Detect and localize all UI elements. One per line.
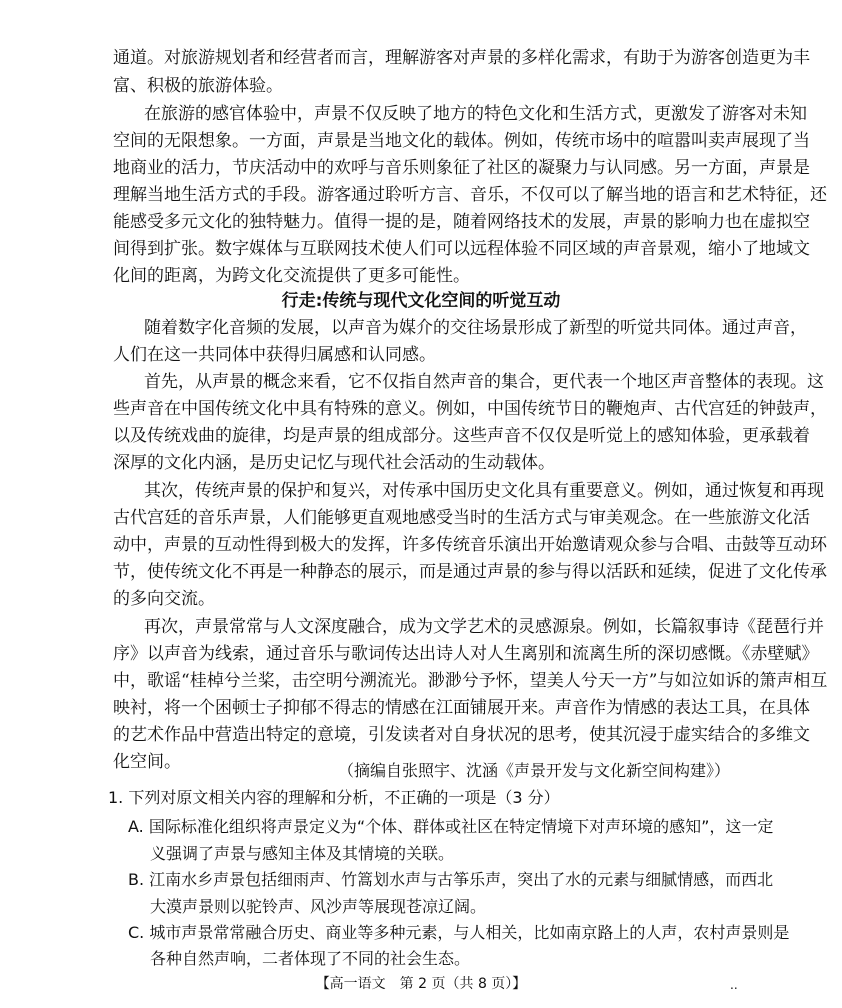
question-stem: 1. 下列对原文相关内容的理解和分析，不正确的一项是（3 分） — [108, 788, 560, 807]
para2-line7: 化间的距离，为跨文化交流提供了更多可能性。 — [113, 266, 470, 286]
para4-line3: 以及传统戏曲的旋律，均是声景的组成部分。这些声音不仅仅是听觉上的感知体验，更承载着 — [113, 426, 810, 446]
page-footer: 【高一语文 第 2 页（共 8 页）】 — [315, 976, 527, 992]
source-citation: （摘编自张照宇、沈涵《声景开发与文化新空间构建》） — [337, 761, 730, 780]
para2-line6: 间得到扩张。数字媒体与互联网技术使人们可以远程体验不同区域的声音景观，缩小了地域文 — [113, 239, 810, 259]
option-c-line2: 各种自然声响，二者体现了不同的社会生态。 — [150, 949, 471, 968]
para2-line1: 在旅游的感官体验中，声景不仅反映了地方的特色文化和生活方式，更激发了游客对未知 — [144, 104, 807, 124]
para6-line2: 序》以声音为线索，通过音乐与歌词传达出诗人对人生离别和流离生所的深切感慨。《赤壁赋》 — [113, 644, 819, 664]
para5-line1: 其次，传统声景的保护和复兴，对传承中国历史文化具有重要意义。例如，通过恢复和再现 — [144, 481, 824, 501]
para3-line2: 人们在这一共同体中获得归属感和认同感。 — [113, 345, 436, 365]
para4-line1: 首先，从声景的概念来看，它不仅指自然声音的集合，更代表一个地区声音整体的表现。这 — [144, 372, 824, 392]
para2-line2: 空间的无限想象。一方面，声景是当地文化的载体。例如，传统市场中的喧嚣叫卖声展现了当 — [113, 131, 810, 151]
option-a-line1: A. 国际标准化组织将声景定义为“个体、群体或社区在特定情境下对声环境的感知”，这一定 — [128, 817, 774, 836]
option-b-line2: 大漠声景则以驼铃声、风沙声等展现苍凉辽阔。 — [150, 897, 487, 916]
para6-line1: 再次，声景常常与人文深度融合，成为文学艺术的灵感源泉。例如，长篇叙事诗《琵琶行并 — [144, 617, 824, 637]
para3-line1: 随着数字化音频的发展，以声音为媒介的交往场景形成了新型的听觉共同体。通过声音， — [144, 318, 807, 338]
para1-line1: 通道。对旅游规划者和经营者而言，理解游客对声景的多样化需求，有助于为游客创造更为丰 — [113, 48, 810, 68]
para5-line4: 节，使传统文化不再是一种静态的展示，而是通过声景的参与得以活跃和延续，促进了文化传承 — [113, 562, 827, 582]
option-b-line1: B. 江南水乡声景包括细雨声、竹篙划水声与古筝乐声，突出了水的元素与细腻情感，而西北 — [128, 870, 774, 889]
para6-line6: 化空间。 — [113, 752, 181, 772]
para4-line2: 些声音在中国传统文化中具有特殊的意义。例如，中国传统节日的鞭炮声、古代宫廷的钟鼓声， — [113, 399, 827, 419]
option-a-line2: 义强调了声景与感知主体及其情境的关联。 — [150, 844, 455, 863]
para2-line3: 地商业的活力，节庆活动中的欢呼与音乐则象征了社区的凝聚力与认同感。另一方面，声景是 — [113, 158, 810, 178]
para6-line4: 映衬，将一个困顿士子抑郁不得志的情感在江面铺展开来。声音作为情感的表达工具，在具体 — [113, 698, 810, 718]
para6-line5: 的艺术作品中营造出特定的意境，引发读者对自身状况的思考，使其沉浸于虚实结合的多维文 — [113, 725, 810, 745]
para2-line4: 理解当地生活方式的手段。游客通过聆听方言、音乐，不仅可以了解当地的语言和艺术特征，还 — [113, 185, 827, 205]
para2-line5: 能感受多元文化的独特魅力。值得一提的是，随着网络技术的发展，声景的影响力也在虚拟空 — [113, 212, 810, 232]
corner-mark: .. — [730, 978, 738, 992]
para6-line3: 中，歌谣“桂棹兮兰桨，击空明兮溯流光。渺渺兮予怀，望美人兮天一方”与如泣如诉的箫声相互 — [113, 671, 828, 691]
section-heading: 行走:传统与现代文化空间的听觉互动 — [281, 291, 561, 311]
para1-line2: 富、积极的旅游体验。 — [113, 76, 283, 96]
para5-line5: 的多向交流。 — [113, 589, 215, 609]
para5-line2: 古代宫廷的音乐声景，人们能够更直观地感受当时的生活方式与审美观念。在一些旅游文化活 — [113, 508, 810, 528]
option-c-line1: C. 城市声景常常融合历史、商业等多种元素，与人相关，比如南京路上的人声，农村声景则是 — [128, 923, 790, 942]
para4-line4: 深厚的文化内涵，是历史记忆与现代社会活动的生动载体。 — [113, 453, 555, 473]
para5-line3: 动中，声景的互动性得到极大的发挥，许多传统音乐演出开始邀请观众参与合唱、击鼓等互动环 — [113, 535, 827, 555]
